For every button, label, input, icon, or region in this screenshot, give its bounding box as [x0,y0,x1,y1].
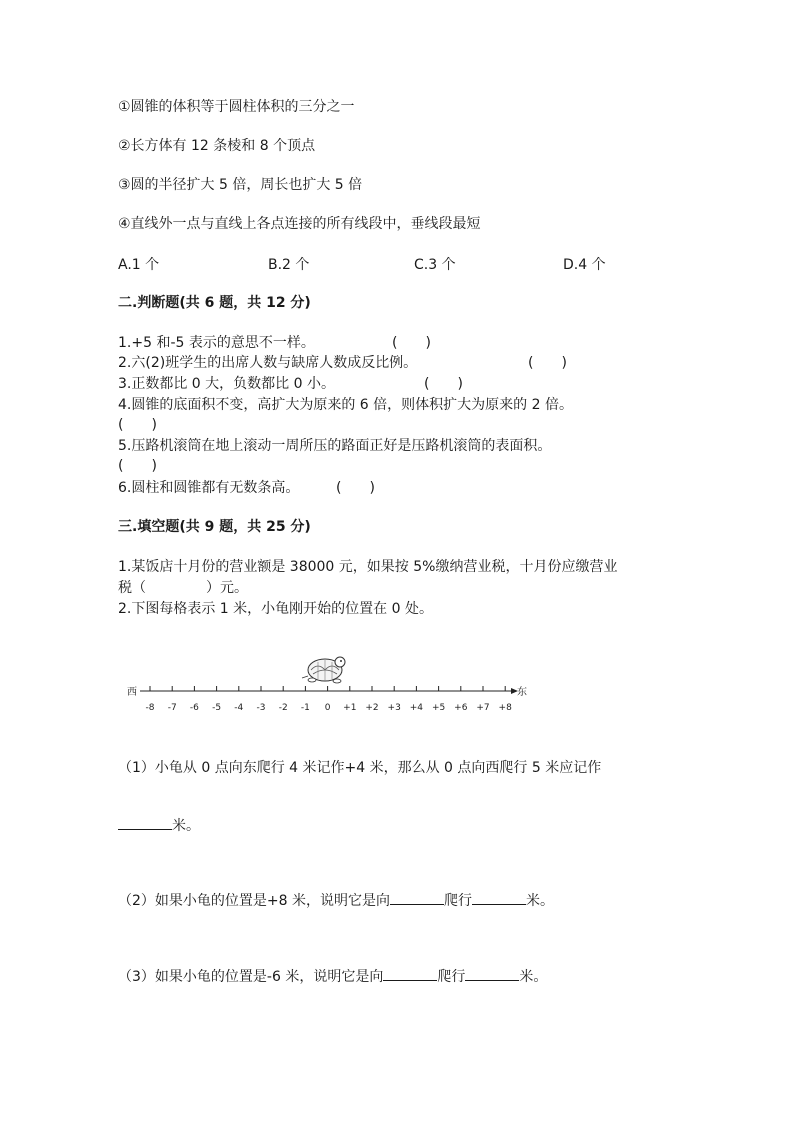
judge-item-1: 1.+5 和-5 表示的意思不一样。 [118,335,315,351]
section2-title: 二.判断题(共 6 题，共 12 分) [118,295,311,311]
option-b: B.2 个 [268,257,310,273]
fill-sub2: （2）如果小龟的位置是+8 米，说明它是向 爬行 米。 [118,890,554,911]
judge-item-4: 4.圆锥的底面积不变，高扩大为原来的 6 倍，则体积扩大为原来的 2 倍。 [118,397,573,413]
fill-sub3: （3）如果小龟的位置是-6 米，说明它是向 爬行 米。 [118,966,547,987]
number-line-tick-label: -4 [234,703,244,713]
judge-paren-1: ( ) [392,335,431,351]
west-label: 西 [127,687,137,698]
number-line-tick-label: -1 [300,703,310,713]
choice-statement-1: ①圆锥的体积等于圆柱体积的三分之一 [118,99,355,115]
judge-item-5: 5.压路机滚筒在地上滚动一周所压的路面正好是压路机滚筒的表面积。 [118,438,552,454]
number-line-tick-label: +4 [409,703,424,713]
choice-statement-4: ④直线外一点与直线上各点连接的所有线段中，垂线段最短 [118,216,481,232]
number-line-tick-label: +6 [454,703,468,713]
judge-item-6: 6.圆柱和圆锥都有无数条高。 [118,480,300,496]
number-line-tick-label: +8 [498,703,512,713]
judge-paren-5: ( ) [118,458,157,474]
choice-statement-2: ②长方体有 12 条棱和 8 个顶点 [118,138,316,154]
number-line-tick-label: 0 [324,703,331,713]
section3-title: 三.填空题(共 9 题，共 25 分) [118,519,311,535]
judge-item-2: 2.六(2)班学生的出席人数与缺席人数成反比例。 [118,355,418,371]
turtle-icon [302,657,345,683]
number-line-tick-label: +5 [431,703,446,713]
number-line-tick-label: -2 [278,703,288,713]
judge-paren-6: ( ) [336,480,375,496]
number-line-tick-label: +7 [476,703,490,713]
fill-sub1-line2: 米。 [118,815,200,836]
answer-blank-sub1[interactable] [118,815,172,830]
number-line-tick-label: -6 [189,703,199,713]
option-d: D.4 个 [563,257,606,273]
judge-paren-4: ( ) [118,417,157,433]
number-line-tick-label: +3 [387,703,401,713]
fill-q2-intro: 2.下图每格表示 1 米，小龟刚开始的位置在 0 处。 [118,601,433,617]
fill-sub1-line1: （1）小龟从 0 点向东爬行 4 米记作+4 米，那么从 0 点向西爬行 5 米应记作 [118,760,602,776]
number-line-figure [118,648,538,718]
answer-blank-sub2-direction[interactable] [390,890,444,905]
answer-blank-sub3-distance[interactable] [465,966,519,981]
fill-q1-line1: 1.某饭店十月份的营业额是 38000 元，如果按 5%缴纳营业税，十月份应缴营业 [118,559,618,575]
judge-item-3: 3.正数都比 0 大，负数都比 0 小。 [118,376,335,392]
judge-paren-2: ( ) [528,355,567,371]
fill-q1-line2: 税（ ）元。 [118,580,248,596]
number-line-tick-label: +2 [365,703,379,713]
option-a: A.1 个 [118,257,160,273]
answer-blank-sub3-direction[interactable] [383,966,437,981]
number-line-tick-label: -7 [167,703,177,713]
option-c: C.3 个 [414,257,456,273]
number-line-tick-label: -3 [256,703,266,713]
number-line-tick-label: -8 [145,703,155,713]
choice-statement-3: ③圆的半径扩大 5 倍，周长也扩大 5 倍 [118,177,363,193]
judge-paren-3: ( ) [424,376,463,392]
number-line-tick-label: -5 [212,703,222,713]
east-label: 东 [517,687,527,698]
answer-blank-sub2-distance[interactable] [472,890,526,905]
number-line-tick-label: +1 [343,703,357,713]
